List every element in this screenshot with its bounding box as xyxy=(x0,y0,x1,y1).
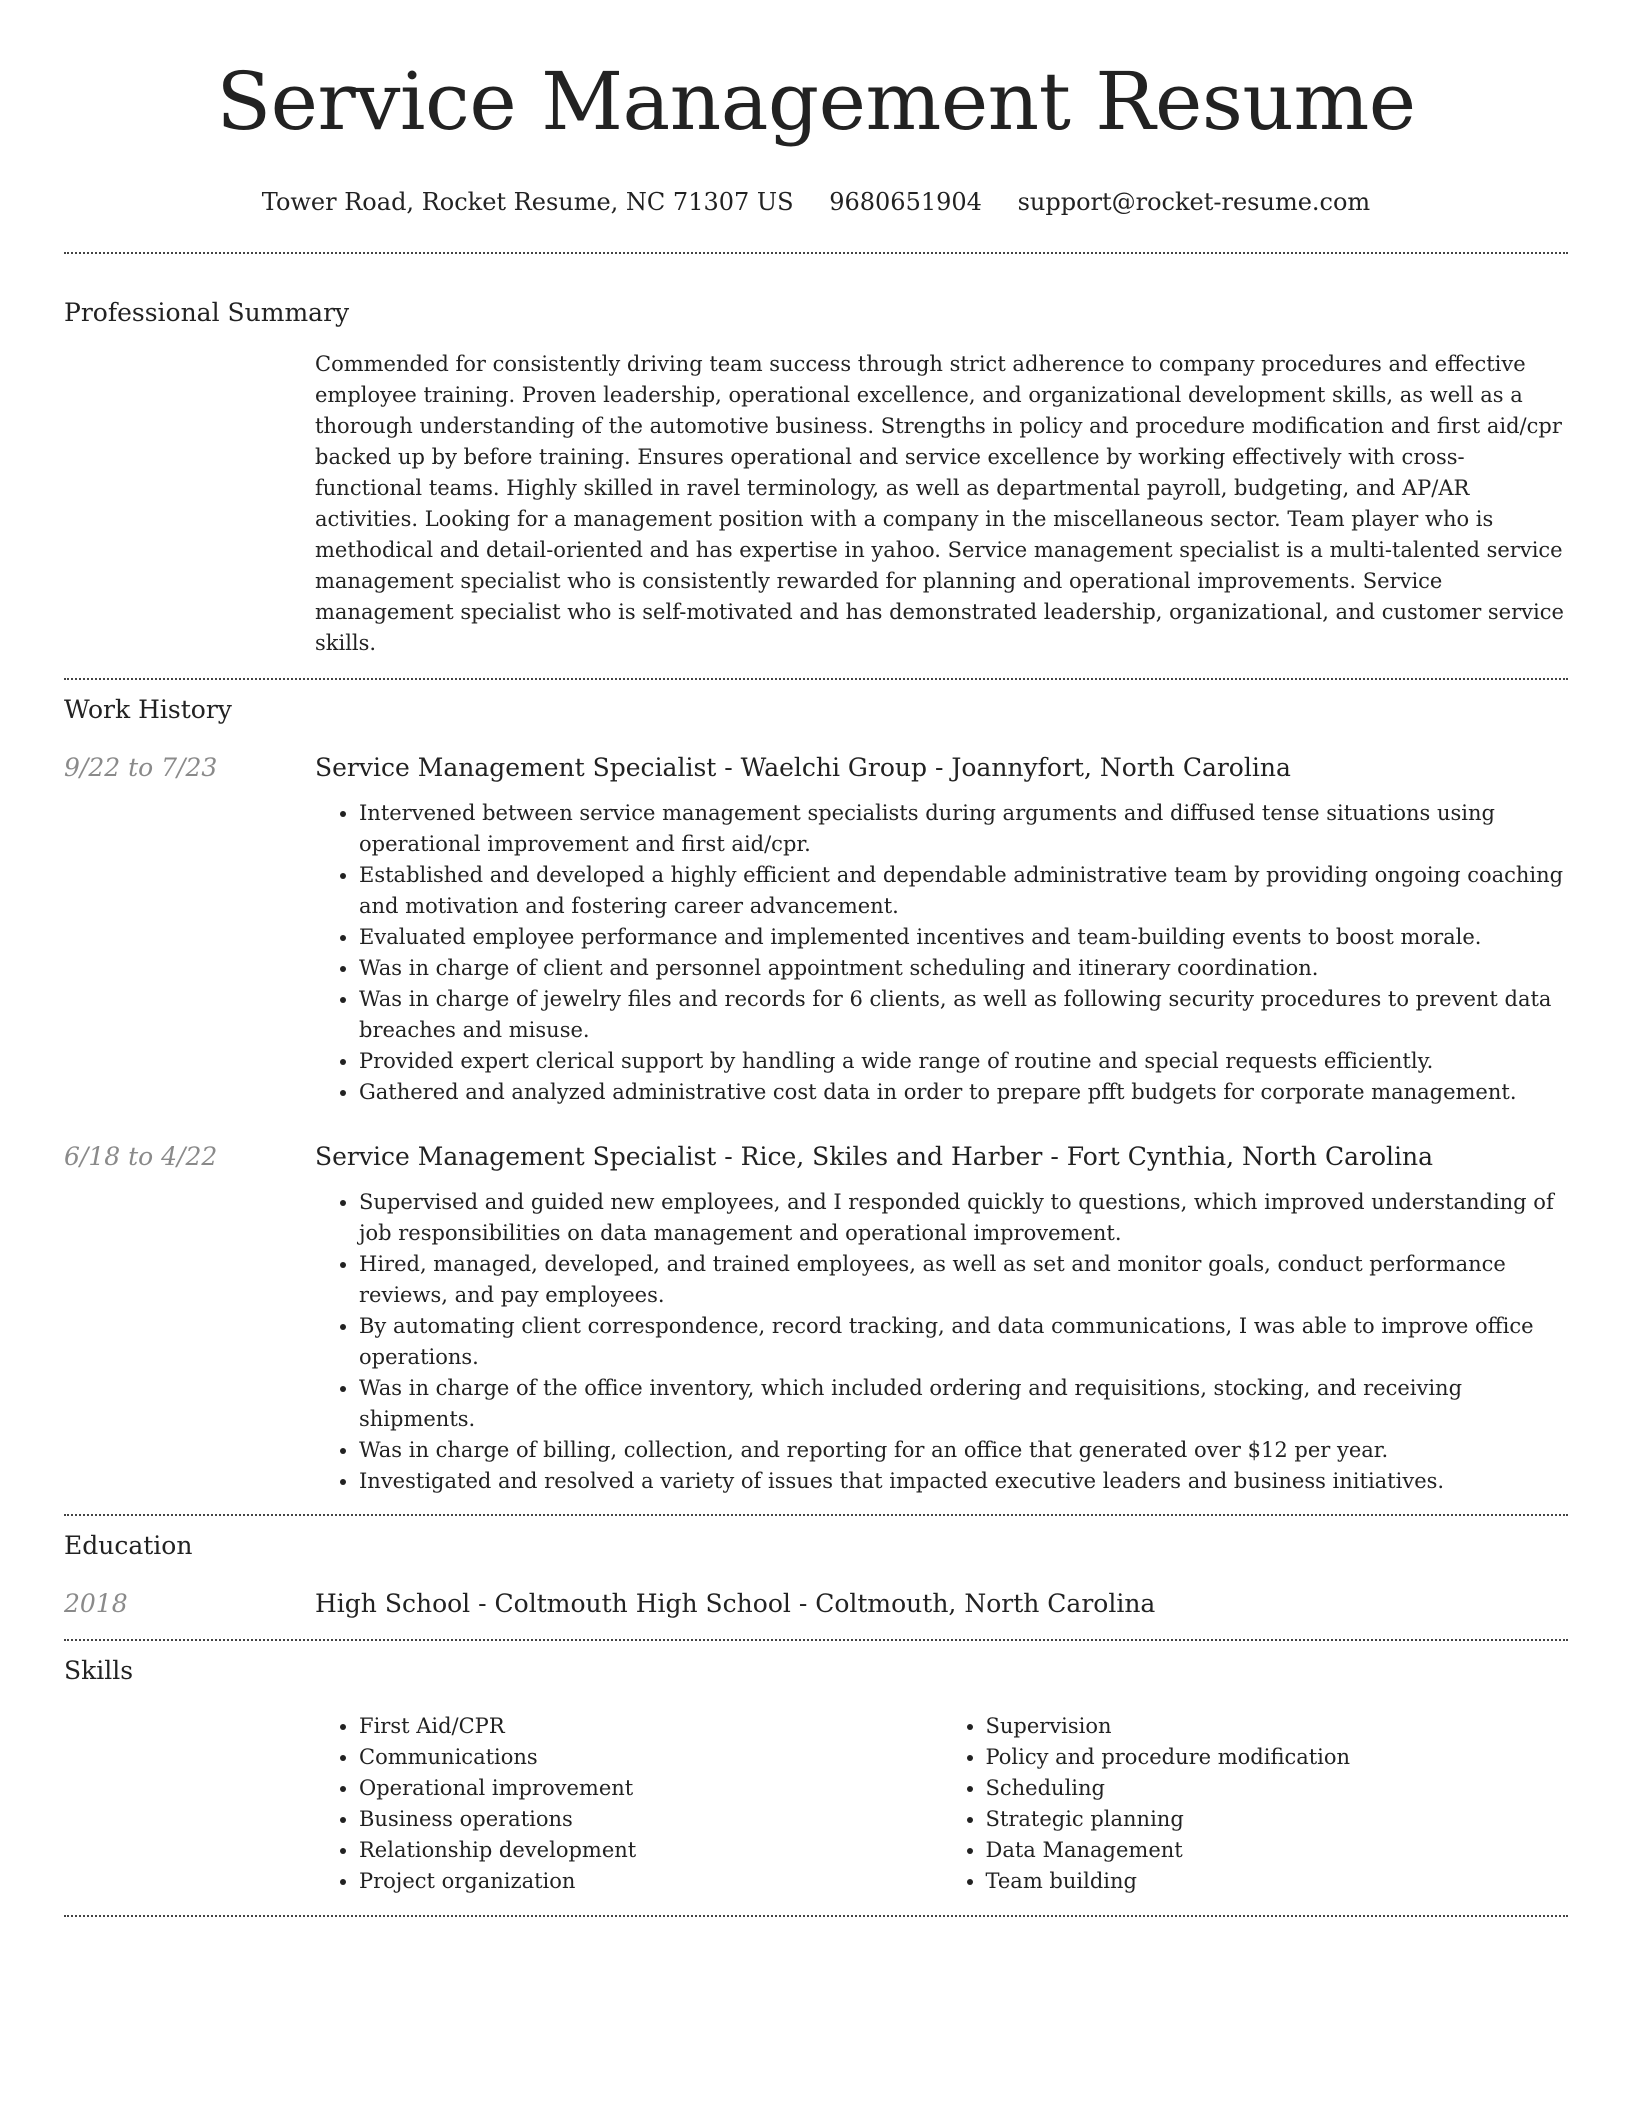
divider xyxy=(64,1915,1568,1917)
work-history-heading: Work History xyxy=(64,695,232,724)
list-item: • Intervened between service management specialists during arguments and diffused tense situations using operational improvement and first aid/cpr. xyxy=(359,798,1568,860)
list-item: • Data Management xyxy=(986,1835,1569,1866)
education-entry xyxy=(64,1587,1568,1621)
education-date: 2018 xyxy=(64,1589,128,1618)
job-date: 6/18 to 4/22 xyxy=(64,1142,218,1171)
list-item: • First Aid/CPR xyxy=(359,1711,942,1742)
list-item: • Was in charge of client and personnel appointment scheduling and itinerary coordination. xyxy=(359,953,1568,984)
work-history-section xyxy=(64,693,1568,1497)
list-item: • Policy and procedure modification xyxy=(986,1742,1569,1773)
list-item: • Team building xyxy=(986,1866,1569,1897)
divider xyxy=(64,1639,1568,1641)
summary-heading: Professional Summary xyxy=(64,298,350,327)
skills-heading: Skills xyxy=(64,1656,134,1685)
list-item: • Gathered and analyzed administrative cost data in order to prepare pfft budgets for corporate management. xyxy=(359,1077,1568,1108)
summary-text: Commended for consistently driving team success through strict adherence to company procedures and effective employee training. Proven leadership, operational excellence, and organizational development skills, as well as a thorough understanding of the automotive business. Strengths in policy and procedure modification and first aid/cpr backed up by before training. Ensures operational and service excellence by working effectively with cross-functional teams. Highly skilled in ravel terminology, as well as departmental payroll, budgeting, and AP/AR activities. Looking for a management position with a company in the miscellaneous sector. Team player who is methodical and detail-oriented and has expertise in yahoo. Service management specialist is a multi-talented service management specialist who is consistently rewarded for planning and operational improvements. Service management specialist who is self-motivated and has demonstrated leadership, organizational, and customer service skills. xyxy=(315,352,1564,655)
list-item: • Supervision xyxy=(986,1711,1569,1742)
list-item: • Operational improvement xyxy=(359,1773,942,1804)
list-item: • Business operations xyxy=(359,1804,942,1835)
education-heading: Education xyxy=(64,1531,193,1560)
list-item: • Project organization xyxy=(359,1866,942,1897)
job-bullets xyxy=(315,798,1568,1108)
resume-title: Service Management Resume xyxy=(216,55,1416,148)
list-item: • Strategic planning xyxy=(986,1804,1569,1835)
job-title: Service Management Specialist - Rice, Skiles and Harber - Fort Cynthia, North Carolina xyxy=(315,1142,1433,1171)
list-item: • Established and developed a highly efficient and dependable administrative team by providing ongoing coaching and motivation and fostering career advancement. xyxy=(359,860,1568,922)
job-bullets xyxy=(315,1187,1568,1497)
summary-section xyxy=(64,296,1568,659)
education-title: High School - Coltmouth High School - Coltmouth, North Carolina xyxy=(315,1589,1156,1618)
contact-email: support@rocket-resume.com xyxy=(1017,188,1371,216)
list-item: • Investigated and resolved a variety of issues that impacted executive leaders and business initiatives. xyxy=(359,1466,1568,1497)
list-item: • Provided expert clerical support by handling a wide range of routine and special requests efficiently. xyxy=(359,1046,1568,1077)
skills-section xyxy=(64,1654,1568,1897)
divider xyxy=(64,252,1568,254)
list-item: • Communications xyxy=(359,1742,942,1773)
list-item: • Was in charge of the office inventory, which included ordering and requisitions, stocking, and receiving shipments. xyxy=(359,1373,1568,1435)
job-entry xyxy=(64,1140,1568,1497)
divider xyxy=(64,678,1568,680)
contact-address: Tower Road, Rocket Resume, NC 71307 US xyxy=(261,188,794,216)
divider xyxy=(64,1514,1568,1516)
job-date: 9/22 to 7/23 xyxy=(64,753,218,782)
list-item: • Was in charge of billing, collection, and reporting for an office that generated over $12 per year. xyxy=(359,1435,1568,1466)
skills-column-1 xyxy=(315,1711,942,1897)
list-item: • Supervised and guided new employees, and I responded quickly to questions, which improved understanding of job responsibilities on data management and operational improvement. xyxy=(359,1187,1568,1249)
contact-line xyxy=(64,186,1568,218)
job-entry xyxy=(64,751,1568,1108)
list-item: • Scheduling xyxy=(986,1773,1569,1804)
list-item: • Relationship development xyxy=(359,1835,942,1866)
list-item: • Hired, managed, developed, and trained employees, as well as set and monitor goals, conduct performance reviews, and pay employees. xyxy=(359,1249,1568,1311)
skills-column-2 xyxy=(942,1711,1569,1897)
list-item: • Was in charge of jewelry files and records for 6 clients, as well as following security procedures to prevent data breaches and misuse. xyxy=(359,984,1568,1046)
list-item: • By automating client correspondence, record tracking, and data communications, I was able to improve office operations. xyxy=(359,1311,1568,1373)
contact-phone: 9680651904 xyxy=(829,188,982,216)
job-title: Service Management Specialist - Waelchi Group - Joannyfort, North Carolina xyxy=(315,753,1291,782)
list-item: • Evaluated employee performance and implemented incentives and team-building events to boost morale. xyxy=(359,922,1568,953)
education-section xyxy=(64,1529,1568,1621)
skills-grid xyxy=(315,1711,1568,1897)
